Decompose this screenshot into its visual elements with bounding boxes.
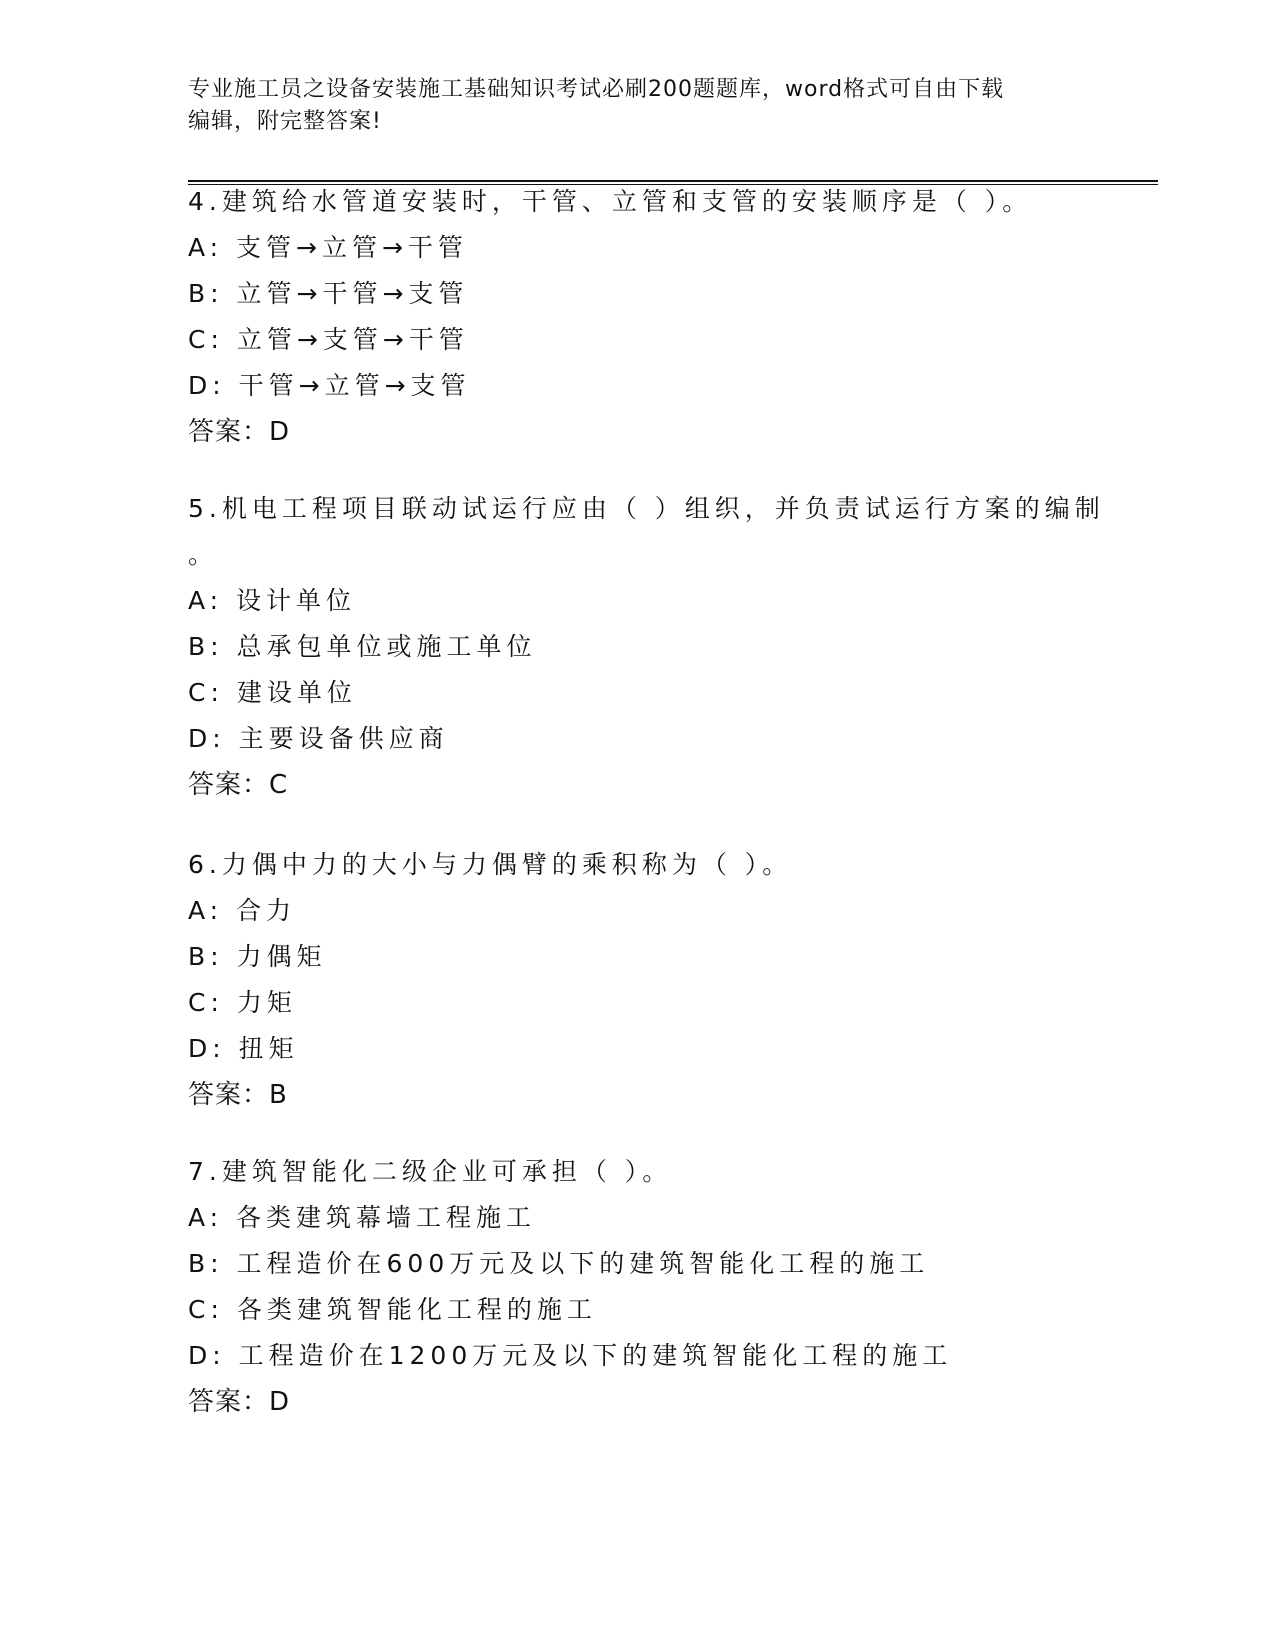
question-stem: 7.建筑智能化二级企业可承担（ ）。 (188, 1157, 673, 1186)
option-a: A: 支管→立管→干管 (188, 233, 468, 262)
option-b: B: 力偶矩 (188, 942, 327, 971)
header-line-1: 专业施工员之设备安装施工基础知识考试必刷200题题库，word格式可自由下载 (188, 77, 1005, 102)
answer-label: 答案：D (188, 1387, 291, 1417)
answer-label: 答案：C (188, 770, 289, 800)
header-line-2: 编辑，附完整答案! (188, 109, 382, 134)
option-d: D: 扭矩 (188, 1034, 299, 1063)
question-stem: 4.建筑给水管道安装时，干管、立管和支管的安装顺序是（ ）。 (188, 187, 1033, 216)
option-d: D: 工程造价在1200万元及以下的建筑智能化工程的施工 (188, 1341, 953, 1370)
option-c: C: 立管→支管→干管 (188, 325, 469, 354)
option-d: D: 主要设备供应商 (188, 724, 449, 753)
option-c: C: 建设单位 (188, 678, 357, 707)
option-c: C: 力矩 (188, 988, 297, 1017)
question-4 (188, 179, 1088, 455)
document-header (188, 74, 1088, 138)
question-6 (188, 842, 1088, 1118)
option-b: B: 工程造价在600万元及以下的建筑智能化工程的施工 (188, 1249, 930, 1278)
option-d: D: 干管→立管→支管 (188, 371, 471, 400)
answer-label: 答案：B (188, 1080, 288, 1110)
question-5 (188, 486, 1105, 808)
option-a: A: 各类建筑幕墙工程施工 (188, 1203, 537, 1232)
option-c: C: 各类建筑智能化工程的施工 (188, 1295, 597, 1324)
answer-label: 答案：D (188, 417, 291, 447)
question-stem-continuation: 。 (188, 540, 214, 569)
option-a: A: 设计单位 (188, 586, 357, 615)
question-stem: 5.机电工程项目联动试运行应由（ ）组织，并负责试运行方案的编制 (188, 494, 1105, 523)
question-stem: 6.力偶中力的大小与力偶臂的乘积称为（ ）。 (188, 850, 793, 879)
option-a: A: 合力 (188, 896, 297, 925)
question-7 (188, 1149, 1088, 1425)
option-b: B: 总承包单位或施工单位 (188, 632, 537, 661)
option-b: B: 立管→干管→支管 (188, 279, 469, 308)
